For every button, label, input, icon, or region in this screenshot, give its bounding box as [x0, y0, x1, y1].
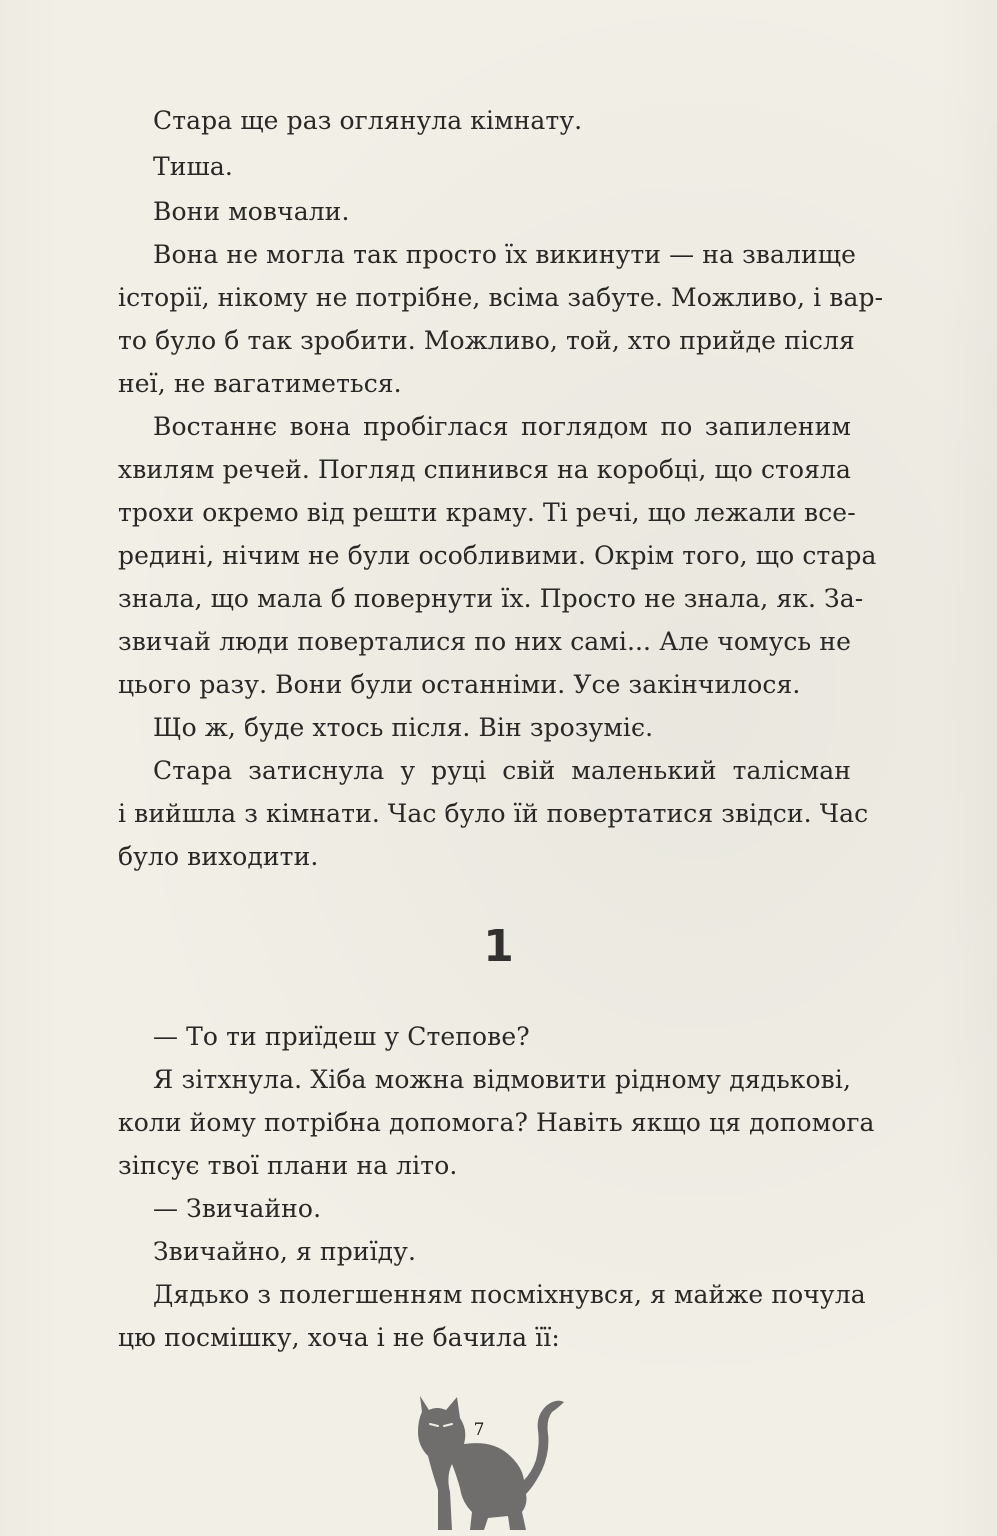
paragraph-line: Вона не могла так просто їх викинути — на звалище: [153, 240, 856, 269]
chapter-number: 1: [483, 921, 514, 972]
paragraph-line: Дядько з полегшенням посміхнувся, я майже почула: [153, 1280, 866, 1309]
paragraph-line: знала, що мала б повернути їх. Просто не знала, як. За-: [118, 584, 864, 613]
paragraph-line: Стара затиснула у руці свій маленький талісман: [153, 756, 851, 785]
paragraph-line: Звичайно, я приїду.: [153, 1237, 417, 1266]
paragraph-line: Стара ще раз оглянула кімнату.: [153, 106, 583, 135]
paragraph-line: неї, не вагатиметься.: [118, 369, 402, 398]
paragraph-line: Вони мовчали.: [153, 197, 350, 226]
cat-icon: [400, 1380, 580, 1530]
paragraph-line: історії, нікому не потрібне, всіма забуте. Можливо, і вар-: [118, 283, 884, 312]
paragraph-line: цього разу. Вони були останніми. Усе закінчилося.: [118, 670, 801, 699]
paragraph-line: Що ж, буде хтось після. Він зрозуміє.: [153, 713, 654, 742]
paragraph-line: трохи окремо від решти краму. Ті речі, що лежали все-: [118, 498, 856, 527]
paragraph-line: і вийшла з кімнати. Час було їй повертатися звідси. Час: [118, 799, 869, 828]
dialogue-line: — Звичайно.: [153, 1194, 322, 1223]
paragraph-line: було виходити.: [118, 842, 319, 871]
paragraph-line: Я зітхнула. Хіба можна відмовити рідному дядькові,: [153, 1065, 851, 1094]
paragraph-line: хвилям речей. Погляд спинився на коробці, що стояла: [118, 455, 851, 484]
paragraph-line: Востаннє вона пробіглася поглядом по запиленим: [153, 412, 851, 441]
paragraph-line: цю посмішку, хоча і не бачила її:: [118, 1323, 560, 1352]
paragraph-line: коли йому потрібна допомога? Навіть якщо ця допомога: [118, 1108, 875, 1137]
page-number: 7: [473, 1420, 485, 1440]
paragraph-line: зіпсує твої плани на літо.: [118, 1151, 458, 1180]
paragraph-line: редині, нічим не були особливими. Окрім того, що стара: [118, 541, 877, 570]
dialogue-line: — То ти приїдеш у Степове?: [153, 1022, 530, 1051]
paragraph-line: звичай люди поверталися по них самі... Але чомусь не: [118, 627, 851, 656]
paragraph-line: Тиша.: [153, 152, 233, 181]
cat-silhouette: [418, 1396, 564, 1530]
paragraph-line: то було б так зробити. Можливо, той, хто прийде після: [118, 326, 855, 355]
